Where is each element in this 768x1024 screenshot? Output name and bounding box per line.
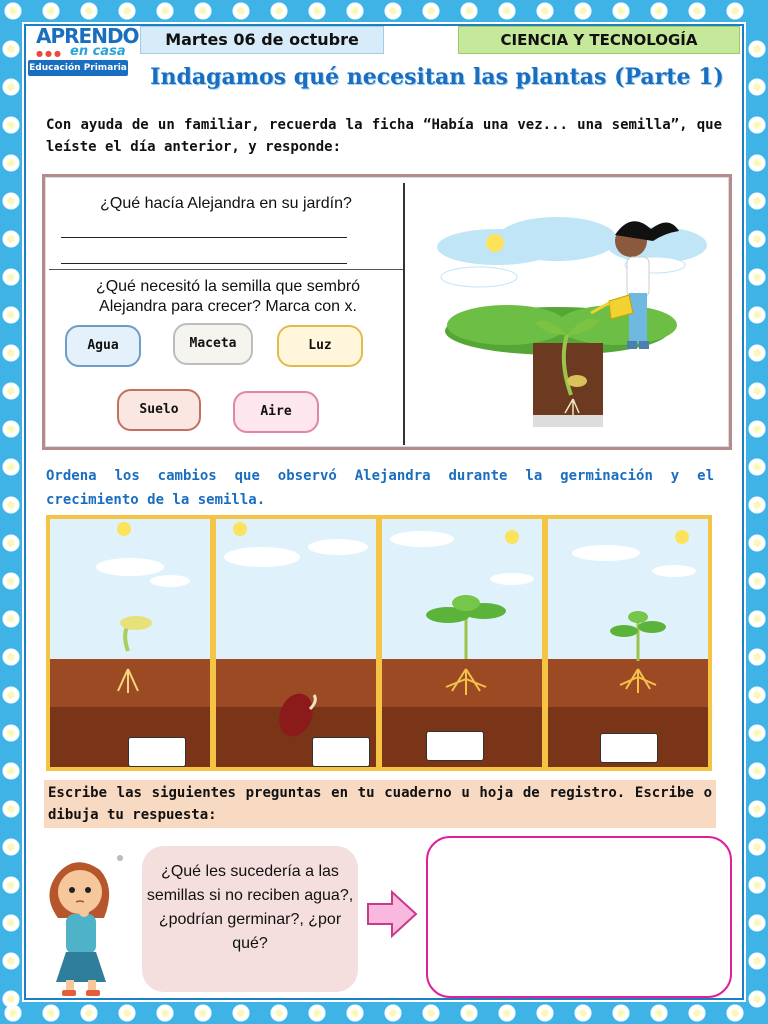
frame-flower-icon xyxy=(748,914,766,932)
frame-flower-icon xyxy=(2,534,20,552)
frame-flower-icon xyxy=(2,420,20,438)
frame-flower-icon xyxy=(574,1004,592,1022)
frame-flower-icon xyxy=(2,40,20,58)
logo-subtitle: en casa xyxy=(70,44,126,59)
frame-flower-icon xyxy=(748,116,766,134)
frame-flower-icon xyxy=(194,2,212,20)
logo-title: APRENDO xyxy=(36,24,139,48)
answer-line-2[interactable] xyxy=(61,263,347,264)
frame-flower-icon xyxy=(2,458,20,476)
frame-flower-icon xyxy=(156,1004,174,1022)
frame-flower-icon xyxy=(612,1004,630,1022)
frame-flower-icon xyxy=(498,1004,516,1022)
frame-flower-icon xyxy=(688,1004,706,1022)
frame-flower-icon xyxy=(536,1004,554,1022)
frame-flower-icon xyxy=(748,154,766,172)
frame-flower-icon xyxy=(2,230,20,248)
frame-flower-icon xyxy=(748,800,766,818)
frame-flower-icon xyxy=(2,686,20,704)
frame-flower-icon xyxy=(748,610,766,628)
arrow-right-icon xyxy=(366,888,418,940)
germination-sequence xyxy=(46,515,712,771)
thinking-girl-illustration xyxy=(34,852,134,998)
frame-flower-icon xyxy=(748,230,766,248)
frame-left xyxy=(0,0,22,1024)
question2-text: ¿Qué necesitó la semilla que sembró Alejandra para crecer? Marca con x. xyxy=(95,278,361,315)
frame-flower-icon xyxy=(748,724,766,742)
frame-right xyxy=(746,0,768,1024)
frame-flower-icon xyxy=(748,952,766,970)
sun-icon xyxy=(233,522,247,536)
order-box-2[interactable] xyxy=(312,737,370,767)
frame-flower-icon xyxy=(2,838,20,856)
order-box-4[interactable] xyxy=(600,733,658,763)
frame-flower-icon xyxy=(232,1004,250,1022)
aprendo-en-casa-logo xyxy=(28,24,139,78)
order-box-1[interactable] xyxy=(128,737,186,767)
answer-line-1[interactable] xyxy=(61,237,347,238)
question1-text: ¿Qué hacía Alejandra en su jardín? xyxy=(100,195,352,212)
sequence-panel-1 xyxy=(50,519,210,767)
frame-flower-icon xyxy=(748,344,766,362)
answer-box[interactable] xyxy=(426,836,732,998)
frame-flower-icon xyxy=(726,1004,744,1022)
frame-flower-icon xyxy=(384,2,402,20)
frame-flower-icon xyxy=(2,724,20,742)
frame-flower-icon xyxy=(2,610,20,628)
frame-flower-icon xyxy=(688,2,706,20)
frame-flower-icon xyxy=(194,1004,212,1022)
frame-flower-icon xyxy=(2,914,20,932)
frame-flower-icon xyxy=(536,2,554,20)
frame-flower-icon xyxy=(270,1004,288,1022)
intro-text: Con ayuda de un familiar, recuerda la ficha “Había una vez... una semilla”, que leíste el día anterior, y responde: xyxy=(46,117,722,155)
frame-flower-icon xyxy=(748,876,766,894)
frame-flower-icon xyxy=(748,40,766,58)
option-maceta[interactable]: Maceta xyxy=(173,323,253,365)
question-card xyxy=(142,846,358,992)
frame-flower-icon xyxy=(748,838,766,856)
frame-flower-icon xyxy=(422,2,440,20)
frame-flower-icon xyxy=(748,306,766,324)
activity1-questions xyxy=(49,181,403,443)
frame-flower-icon xyxy=(748,762,766,780)
option-luz[interactable]: Luz xyxy=(277,325,363,367)
frame-flower-icon xyxy=(748,420,766,438)
frame-flower-icon xyxy=(156,2,174,20)
logo-band: Educación Primaria xyxy=(28,60,128,76)
frame-flower-icon xyxy=(650,1004,668,1022)
alejandra-watering-illustration xyxy=(407,185,727,443)
frame-flower-icon xyxy=(748,990,766,1008)
frame-flower-icon xyxy=(2,496,20,514)
frame-flower-icon xyxy=(118,2,136,20)
sequence-panel-4 xyxy=(548,519,708,767)
sequence-instruction: Ordena los cambios que observó Alejandra durante la germinación y el crecimiento de la semilla. xyxy=(46,468,714,508)
option-suelo[interactable]: Suelo xyxy=(117,389,201,431)
frame-flower-icon xyxy=(2,990,20,1008)
frame-flower-icon xyxy=(118,1004,136,1022)
frame-flower-icon xyxy=(748,572,766,590)
frame-flower-icon xyxy=(232,2,250,20)
sun-icon xyxy=(486,234,504,252)
frame-flower-icon xyxy=(308,1004,326,1022)
frame-flower-icon xyxy=(748,686,766,704)
frame-flower-icon xyxy=(612,2,630,20)
notebook-instruction: Escribe las siguientes preguntas en tu cuaderno u hoja de registro. Escribe o dibuja tu respuesta: xyxy=(44,780,716,828)
subject-label: CIENCIA Y TECNOLOGÍA xyxy=(458,26,740,54)
option-agua[interactable]: Agua xyxy=(65,325,141,367)
frame-flower-icon xyxy=(748,192,766,210)
frame-flower-icon xyxy=(498,2,516,20)
sun-icon xyxy=(505,530,519,544)
sun-icon xyxy=(675,530,689,544)
frame-flower-icon xyxy=(2,382,20,400)
frame-flower-icon xyxy=(2,154,20,172)
sequence-panel-2 xyxy=(216,519,376,767)
frame-flower-icon xyxy=(748,268,766,286)
page-title: Indagamos qué necesitan las plantas (Parte 1) xyxy=(150,64,724,90)
logo-dots: ●●● xyxy=(36,49,63,58)
frame-flower-icon xyxy=(346,2,364,20)
frame-flower-icon xyxy=(2,800,20,818)
frame-top xyxy=(0,0,768,22)
section-divider xyxy=(49,269,403,270)
frame-flower-icon xyxy=(2,952,20,970)
frame-bottom xyxy=(0,1002,768,1024)
frame-flower-icon xyxy=(308,2,326,20)
frame-flower-icon xyxy=(748,458,766,476)
frame-flower-icon xyxy=(2,876,20,894)
frame-flower-icon xyxy=(80,2,98,20)
frame-flower-icon xyxy=(4,2,22,20)
activity1-box xyxy=(42,174,732,450)
frame-flower-icon xyxy=(460,2,478,20)
frame-flower-icon xyxy=(2,78,20,96)
frame-flower-icon xyxy=(2,192,20,210)
frame-flower-icon xyxy=(574,2,592,20)
frame-flower-icon xyxy=(2,306,20,324)
sequence-panel-3 xyxy=(382,519,542,767)
frame-flower-icon xyxy=(2,572,20,590)
frame-flower-icon xyxy=(80,1004,98,1022)
frame-flower-icon xyxy=(2,116,20,134)
frame-flower-icon xyxy=(748,382,766,400)
order-box-3[interactable] xyxy=(426,731,484,761)
frame-flower-icon xyxy=(748,496,766,514)
column-divider xyxy=(403,183,405,445)
frame-flower-icon xyxy=(384,1004,402,1022)
frame-flower-icon xyxy=(2,344,20,362)
frame-flower-icon xyxy=(2,762,20,780)
question-card-text: ¿Qué les sucedería a las semillas si no reciben agua?, ¿podrían germinar?, ¿por qué? xyxy=(146,863,354,952)
frame-flower-icon xyxy=(270,2,288,20)
frame-flower-icon xyxy=(42,1004,60,1022)
frame-flower-icon xyxy=(2,648,20,666)
frame-flower-icon xyxy=(422,1004,440,1022)
option-aire[interactable]: Aire xyxy=(233,391,319,433)
frame-flower-icon xyxy=(748,534,766,552)
frame-flower-icon xyxy=(748,78,766,96)
frame-flower-icon xyxy=(2,268,20,286)
frame-flower-icon xyxy=(460,1004,478,1022)
frame-flower-icon xyxy=(748,648,766,666)
frame-flower-icon xyxy=(726,2,744,20)
date-label: Martes 06 de octubre xyxy=(140,26,384,54)
frame-flower-icon xyxy=(650,2,668,20)
sun-icon xyxy=(117,522,131,536)
frame-flower-icon xyxy=(4,1004,22,1022)
frame-flower-icon xyxy=(346,1004,364,1022)
frame-flower-icon xyxy=(42,2,60,20)
